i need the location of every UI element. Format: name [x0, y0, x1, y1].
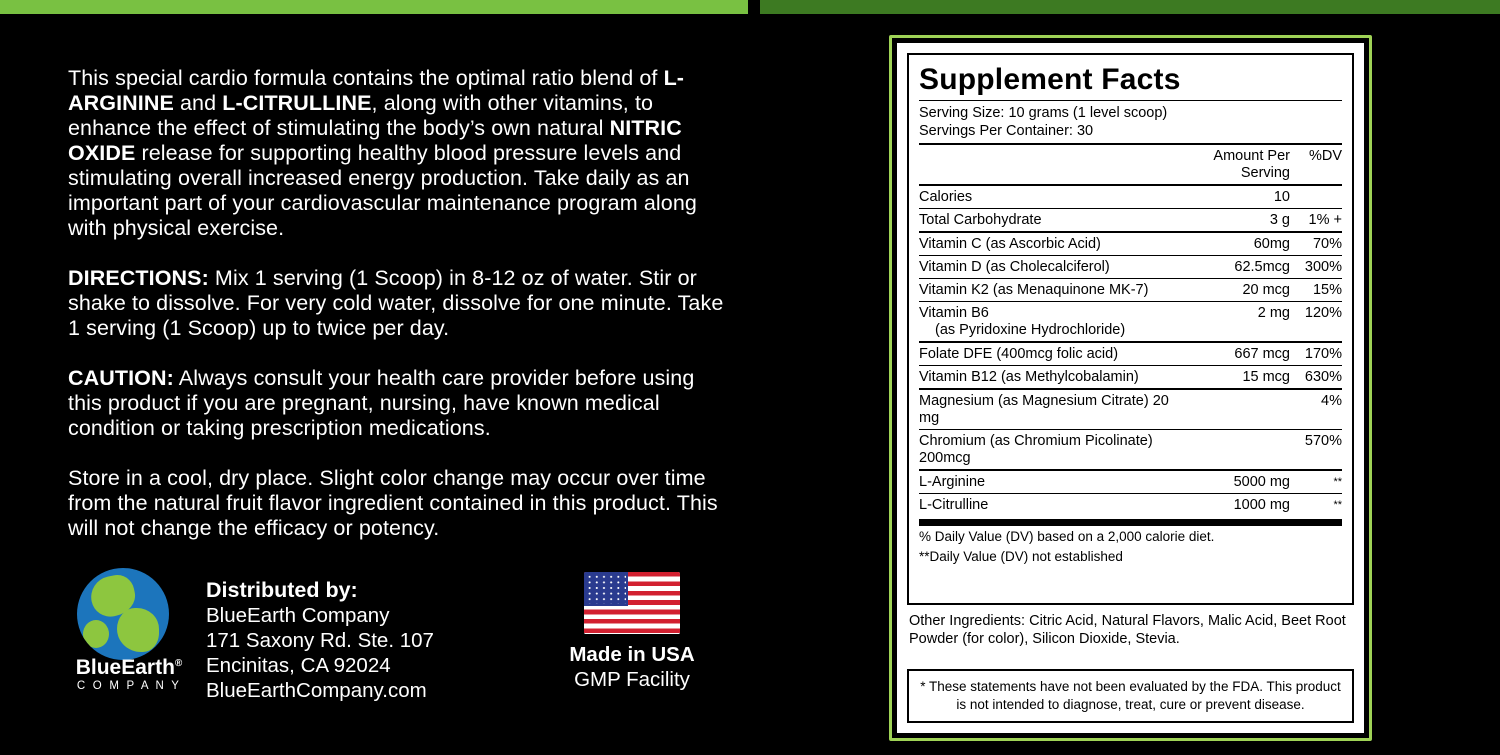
- nutrient-amount: 62.5mcg: [1174, 256, 1290, 279]
- nutrient-name-main: Vitamin B6: [919, 304, 989, 321]
- nutrient-dv: 70%: [1290, 232, 1342, 256]
- supplement-facts-table: [919, 145, 1342, 516]
- top-green-bar-left: [0, 0, 748, 14]
- nutrient-name: Vitamin K2 (as Menaquinone MK-7): [919, 279, 1174, 302]
- table-row: [919, 256, 1342, 279]
- nutrient-amount: [1174, 430, 1290, 471]
- table-row: [919, 470, 1342, 494]
- nutrient-dv: 1% +: [1290, 209, 1342, 233]
- serving-size: Serving Size: 10 grams (1 level scoop): [919, 105, 1168, 121]
- nutrient-name: Magnesium (as Magnesium Citrate) 20 mg: [919, 389, 1174, 430]
- table-row: [919, 185, 1342, 209]
- nutrient-name: Chromium (as Chromium Picolinate) 200mcg: [919, 430, 1174, 471]
- us-flag-icon: [584, 572, 680, 634]
- made-in-usa-block: [522, 572, 742, 693]
- nutrient-dv: 4%: [1290, 389, 1342, 430]
- gmp-facility-label: GMP Facility: [574, 668, 690, 691]
- distributor-city: Encinitas, CA 92024: [206, 654, 391, 677]
- nutrient-amount: 15 mcg: [1174, 366, 1290, 390]
- nutrient-dv: 300%: [1290, 256, 1342, 279]
- table-header-row: [919, 145, 1342, 185]
- panel-divider: [748, 0, 760, 755]
- nutrient-dv: **: [1290, 470, 1342, 494]
- nutrient-amount: 10: [1174, 185, 1290, 209]
- table-row: [919, 430, 1342, 471]
- nutrient-dv: 15%: [1290, 279, 1342, 302]
- made-in-usa-label: Made in USA: [569, 643, 695, 666]
- nutrient-amount: 60mg: [1174, 232, 1290, 256]
- nutrient-name: Total Carbohydrate: [919, 209, 1174, 233]
- blueearth-logo: [64, 568, 194, 698]
- nutrient-name: L-Arginine: [919, 470, 1174, 494]
- nutrient-dv: 120%: [1290, 302, 1342, 343]
- supplement-facts-title: Supplement Facts: [919, 63, 1181, 96]
- nutrient-name: Calories: [919, 185, 1174, 209]
- nutrient-dv: 570%: [1290, 430, 1342, 471]
- table-row: [919, 389, 1342, 430]
- globe-icon: [77, 568, 169, 660]
- fda-disclaimer-line-2: is not intended to diagnose, treat, cure or prevent disease.: [956, 697, 1305, 712]
- left-panel: [0, 14, 748, 755]
- table-row: [919, 366, 1342, 390]
- nutrient-name: L-Citrulline: [919, 494, 1174, 517]
- distributor-website: BlueEarthCompany.com: [206, 679, 427, 702]
- fda-disclaimer-box: [907, 669, 1354, 723]
- nutrient-name: [919, 302, 1174, 343]
- nutrient-dv: [1290, 185, 1342, 209]
- supplement-facts-box: [907, 53, 1354, 605]
- other-ingredients: Other Ingredients: Citric Acid, Natural Flavors, Malic Acid, Beet Root Powder (for color), Silicon Dioxide, Stevia.: [909, 613, 1346, 647]
- servings-per-container: Servings Per Container: 30: [919, 122, 1094, 139]
- table-row: [919, 232, 1342, 256]
- supplement-facts-panel: [897, 43, 1364, 733]
- daily-value-footnote-2: **Daily Value (DV) not established: [919, 548, 1123, 564]
- table-row: [919, 342, 1342, 366]
- distributor-company: BlueEarth Company: [206, 604, 390, 627]
- nutrient-amount: 1000 mg: [1174, 494, 1290, 517]
- nutrient-amount: 20 mcg: [1174, 279, 1290, 302]
- nutrient-name: Folate DFE (400mcg folic acid): [919, 342, 1174, 366]
- nutrient-name-sub: (as Pyridoxine Hydrochloride): [935, 321, 1126, 338]
- distributor-street: 171 Saxony Rd. Ste. 107: [206, 629, 434, 652]
- table-row: [919, 494, 1342, 517]
- fda-disclaimer-line-1: * These statements have not been evaluated by the FDA. This product: [920, 679, 1341, 694]
- nutrient-amount: 3 g: [1174, 209, 1290, 233]
- table-row: [919, 302, 1342, 343]
- nutrient-amount: 667 mcg: [1174, 342, 1290, 366]
- logo-subtitle: C O M P A N Y: [76, 680, 182, 692]
- nutrient-dv: **: [1290, 494, 1342, 517]
- paragraph-storage: Store in a cool, dry place. Slight color change may occur over time from the natural fruit flavor ingredient contained in this product. This will not change the efficacy or potency.: [68, 466, 718, 540]
- right-panel: [760, 14, 1500, 755]
- nutrient-dv: 170%: [1290, 342, 1342, 366]
- nutrient-name: Vitamin C (as Ascorbic Acid): [919, 232, 1174, 256]
- distributed-by-heading: Distributed by:: [206, 578, 358, 602]
- nutrient-amount: 5000 mg: [1174, 470, 1290, 494]
- amount-per-serving-header: Amount Per Serving: [1213, 147, 1290, 181]
- table-row: [919, 209, 1342, 233]
- label-footer: [64, 562, 744, 712]
- paragraph-directions: DIRECTIONS: Mix 1 serving (1 Scoop) in 8-12 oz of water. Stir or shake to dissolve. For very cold water, dissolve for one minute. Take 1 serving (1 Scoop) up to twice per day.: [68, 266, 724, 340]
- dv-header: %DV: [1308, 147, 1342, 164]
- top-green-bar-right: [760, 0, 1500, 14]
- paragraph-caution: CAUTION: Always consult your health care provider before using this product if you are pregnant, nursing, have known medical condition or taking prescription medications.: [68, 366, 695, 440]
- nutrient-name: Vitamin B12 (as Methylcobalamin): [919, 366, 1174, 390]
- distributed-by-block: [206, 578, 506, 703]
- logo-name: BlueEarth®: [75, 656, 183, 679]
- nutrient-amount: 2 mg: [1174, 302, 1290, 343]
- nutrient-name: Vitamin D (as Cholecalciferol): [919, 256, 1174, 279]
- nutrient-amount: [1174, 389, 1290, 430]
- nutrient-dv: 630%: [1290, 366, 1342, 390]
- table-row: [919, 279, 1342, 302]
- daily-value-footnote-1: % Daily Value (DV) based on a 2,000 calorie diet.: [919, 529, 1215, 544]
- paragraph-intro: This special cardio formula contains the optimal ratio blend of L-ARGININE and L-CITRULLINE, along with other vitamins, to enhance the effect of stimulating the body’s own natural NITRIC OXIDE release for supporting healthy blood pressure levels and stimulating overall increased energy production. Take daily as an important part of your cardiovascular maintenance program along with physical exercise.: [68, 66, 697, 240]
